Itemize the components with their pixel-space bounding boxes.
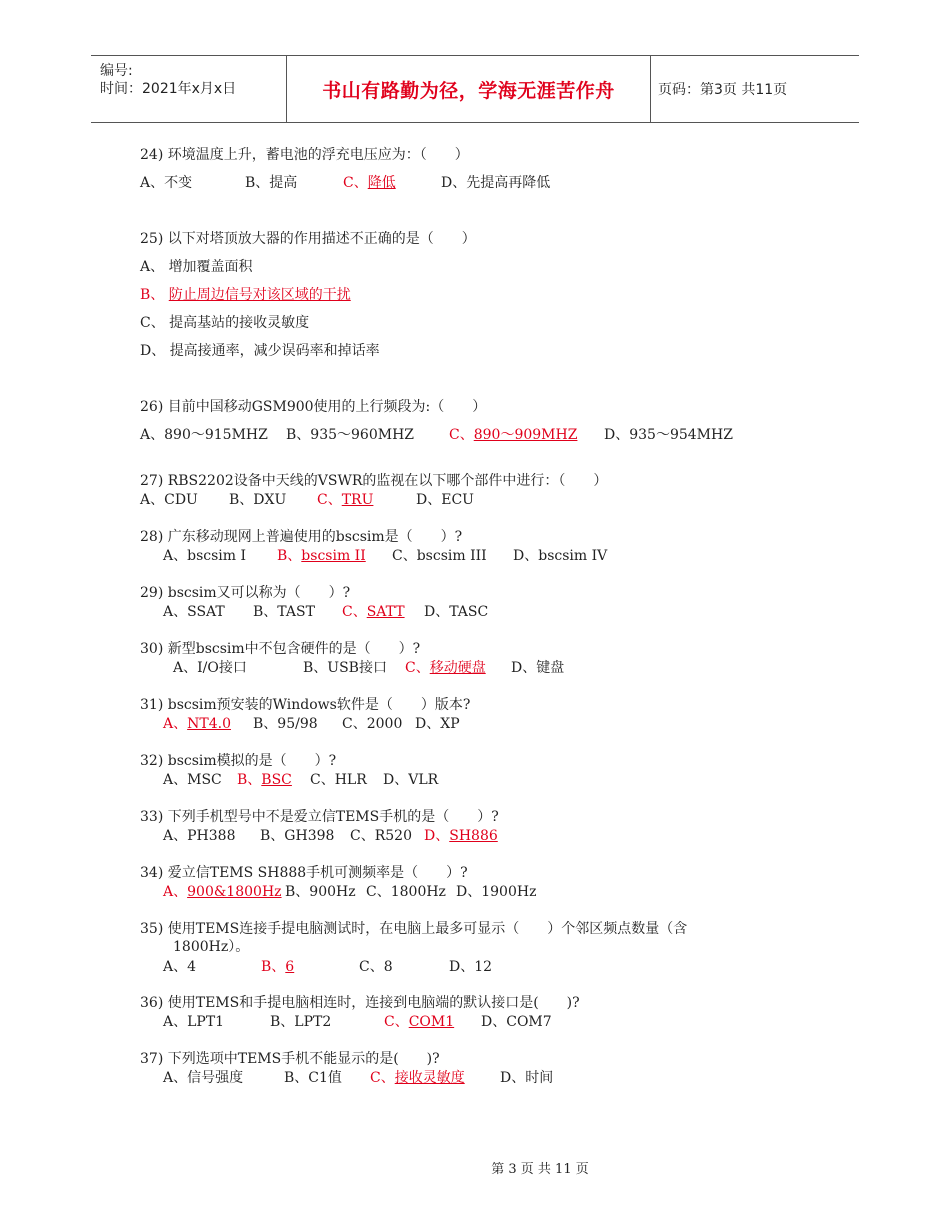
answer-option [229, 489, 286, 509]
option-letter: B、 [286, 427, 311, 443]
option-text: 890～915MHZ [164, 427, 268, 443]
option-letter: D、 [416, 492, 442, 508]
option-letter: B、 [229, 492, 254, 508]
option-text: 增加覆盖面积 [168, 259, 253, 275]
option-letter: A、 [140, 259, 169, 275]
option-text: R520 [374, 828, 412, 844]
option-text: 935～954MHZ [629, 427, 733, 443]
option-text: 900&1800Hz [187, 884, 282, 900]
option-letter: C、 [359, 959, 384, 975]
option-letter: D、 [481, 1014, 507, 1030]
option-text: MSC [187, 772, 222, 788]
option-letter: D、 [140, 343, 170, 359]
option-letter: D、 [449, 959, 475, 975]
option-letter: B、 [285, 884, 310, 900]
option-text: DXU [253, 492, 287, 508]
option-text: 890～909MHZ [473, 427, 578, 443]
answer-option-correct [343, 172, 396, 192]
answer-option [253, 601, 315, 621]
answer-option [140, 424, 268, 444]
option-text: 时间 [525, 1070, 554, 1086]
option-letter: A、 [140, 175, 165, 191]
question-text: 25) 以下对塔顶放大器的作用描述不正确的是（ ） [140, 231, 476, 247]
answer-option-correct [163, 713, 231, 733]
option-letter: C、 [317, 492, 342, 508]
answer-option [513, 545, 607, 565]
answer-option [260, 825, 334, 845]
answer-option [163, 956, 196, 976]
option-text: PH388 [187, 828, 236, 844]
option-letter: B、 [277, 548, 302, 564]
option-text: 6 [285, 959, 295, 975]
answer-option-correct [405, 657, 486, 677]
option-text: GH398 [284, 828, 335, 844]
answer-option [511, 657, 564, 677]
answer-option [441, 172, 550, 192]
option-text: bscsim I [187, 548, 247, 564]
option-text: 键盘 [536, 660, 565, 676]
option-text: bscsim II [301, 548, 366, 564]
option-letter: A、 [140, 427, 165, 443]
answer-option [366, 881, 446, 901]
answer-option [424, 601, 488, 621]
option-letter: B、 [140, 287, 169, 303]
option-letter: B、 [245, 175, 270, 191]
answer-option-correct [277, 545, 366, 565]
option-text: 不变 [164, 175, 193, 191]
option-text: COM7 [506, 1014, 552, 1030]
option-letter: C、 [384, 1014, 409, 1030]
header-left-cell [91, 56, 286, 122]
option-text: I/O接口 [197, 660, 247, 676]
option-text: TRU [341, 492, 374, 508]
option-text: COM1 [408, 1014, 455, 1030]
option-text: CDU [164, 492, 198, 508]
answer-option [416, 489, 474, 509]
option-text: LPT2 [294, 1014, 332, 1030]
page-header [91, 55, 859, 123]
answer-option [163, 545, 246, 565]
option-text: bscsim IV [538, 548, 608, 564]
option-letter: C、 [366, 884, 391, 900]
answer-option [245, 172, 297, 192]
option-letter: D、 [604, 427, 630, 443]
option-text: HLR [334, 772, 367, 788]
question-text: 31) bscsim预安装的Windows软件是（ ）版本? [140, 697, 471, 713]
option-letter: D、 [456, 884, 482, 900]
option-text: 信号强度 [187, 1070, 244, 1086]
answer-option [163, 601, 225, 621]
header-motto-cell [286, 56, 651, 122]
answer-option [140, 256, 253, 276]
option-text: SATT [366, 604, 405, 620]
option-letter: C、 [370, 1070, 395, 1086]
option-letter: B、 [237, 772, 262, 788]
option-text: ECU [441, 492, 474, 508]
option-letter: A、 [163, 1014, 188, 1030]
option-letter: C、 [449, 427, 474, 443]
answer-option [303, 657, 387, 677]
answer-option [163, 1067, 243, 1087]
answer-option-correct [424, 825, 498, 845]
doc-time: 时间：2021年x月x日 [100, 81, 237, 97]
answer-option [173, 657, 247, 677]
answer-option [604, 424, 733, 444]
answer-option [415, 713, 460, 733]
option-text: NT4.0 [187, 716, 231, 732]
option-letter: B、 [261, 959, 286, 975]
answer-option [342, 713, 402, 733]
answer-option-correct [449, 424, 577, 444]
answer-option [163, 769, 222, 789]
answer-option-correct [370, 1067, 465, 1087]
question-text: 27) RBS2202设备中天线的VSWR的监视在以下哪个部件中进行：（ ） [140, 473, 608, 489]
answer-option-correct [384, 1011, 454, 1031]
option-letter: D、 [415, 716, 441, 732]
option-letter: D、 [441, 175, 467, 191]
option-text: 移动硬盘 [429, 660, 486, 676]
question-text: 24) 环境温度上升，蓄电池的浮充电压应为：（ ） [140, 147, 469, 163]
option-text: LPT1 [187, 1014, 225, 1030]
option-letter: B、 [303, 660, 328, 676]
option-text: 4 [187, 959, 197, 975]
page-footer: 第 3 页 共 11 页 [491, 1162, 589, 1177]
option-letter: D、 [424, 604, 450, 620]
option-text: TAST [277, 604, 315, 620]
option-letter: A、 [163, 548, 188, 564]
answer-option [253, 713, 318, 733]
option-letter: A、 [163, 959, 188, 975]
option-letter: C、 [405, 660, 430, 676]
option-letter: D、 [511, 660, 537, 676]
option-text: 12 [474, 959, 493, 975]
answer-option [449, 956, 492, 976]
question-text-continued: 1800Hz）。 [173, 939, 250, 955]
answer-option-correct [163, 881, 282, 901]
option-letter: C、 [342, 716, 367, 732]
option-text: SH886 [449, 828, 498, 844]
question-text: 34) 爱立信TEMS SH888手机可测频率是（ ）? [140, 865, 468, 881]
answer-option [270, 1011, 331, 1031]
option-letter: C、 [342, 604, 367, 620]
answer-option [392, 545, 487, 565]
option-letter: D、 [383, 772, 409, 788]
option-letter: C、 [343, 175, 368, 191]
option-letter: B、 [284, 1070, 309, 1086]
option-letter: C、 [310, 772, 335, 788]
question-text: 32) bscsim模拟的是（ ）? [140, 753, 337, 769]
answer-option [140, 312, 309, 332]
answer-option [310, 769, 367, 789]
option-text: TASC [449, 604, 489, 620]
header-motto: 书山有路勤为径，学海无涯苦作舟 [322, 79, 615, 102]
answer-option-correct [237, 769, 292, 789]
option-letter: A、 [163, 604, 188, 620]
option-letter: D、 [424, 828, 450, 844]
option-letter: D、 [513, 548, 539, 564]
answer-option [140, 489, 198, 509]
question-text: 36) 使用TEMS和手提电脑相连时，连接到电脑端的默认接口是( )? [140, 995, 580, 1011]
option-letter: A、 [163, 828, 188, 844]
option-text: 提高 [269, 175, 298, 191]
question-text: 28) 广东移动现网上普遍使用的bscsim是（ ）? [140, 529, 463, 545]
option-text: XP [440, 716, 460, 732]
option-text: USB接口 [327, 660, 387, 676]
answer-option [350, 825, 412, 845]
option-letter: A、 [163, 772, 188, 788]
option-text: bscsim III [416, 548, 487, 564]
option-letter: B、 [253, 604, 278, 620]
question-text: 30) 新型bscsim中不包含硬件的是（ ）? [140, 641, 421, 657]
option-letter: B、 [253, 716, 278, 732]
question-text: 37) 下列选项中TEMS手机不能显示的是( )? [140, 1051, 440, 1067]
option-text: 95/98 [277, 716, 318, 732]
option-text: 接收灵敏度 [394, 1070, 465, 1086]
question-text: 33) 下列手机型号中不是爱立信TEMS手机的是（ ）? [140, 809, 499, 825]
option-text: 900Hz [309, 884, 356, 900]
option-text: 防止周边信号对该区域的干扰 [168, 287, 351, 303]
answer-option [163, 1011, 224, 1031]
answer-option [163, 825, 235, 845]
answer-option [456, 881, 536, 901]
answer-option [481, 1011, 552, 1031]
option-text: 提高接通率，减少误码率和掉话率 [169, 343, 380, 359]
answer-option-correct [342, 601, 405, 621]
header-page-info: 页码：第3页 共11页 [658, 82, 788, 98]
answer-option [285, 881, 356, 901]
answer-option [140, 340, 380, 360]
option-text: SSAT [187, 604, 225, 620]
question-text: 26) 目前中国移动GSM900使用的上行频段为:（ ） [140, 399, 487, 415]
option-letter: A、 [163, 716, 188, 732]
option-letter: A、 [173, 660, 198, 676]
answer-option [500, 1067, 553, 1087]
option-text: 8 [383, 959, 393, 975]
option-text: 2000 [366, 716, 403, 732]
option-letter: D、 [500, 1070, 526, 1086]
option-letter: C、 [392, 548, 417, 564]
option-text: 降低 [367, 175, 396, 191]
option-text: C1值 [308, 1070, 342, 1086]
question-text: 29) bscsim又可以称为（ ）? [140, 585, 351, 601]
option-text: 935～960MHZ [310, 427, 415, 443]
option-text: 1800Hz [390, 884, 446, 900]
option-text: VLR [408, 772, 439, 788]
question-text: 35) 使用TEMS连接手提电脑测试时，在电脑上最多可显示（ ）个邻区频点数量（含 [140, 921, 688, 937]
option-letter: A、 [140, 492, 165, 508]
answer-option-correct [317, 489, 373, 509]
option-letter: B、 [270, 1014, 295, 1030]
option-text: 提高基站的接收灵敏度 [169, 315, 310, 331]
answer-option [359, 956, 393, 976]
option-letter: C、 [350, 828, 375, 844]
answer-option [140, 172, 192, 192]
option-letter: A、 [163, 1070, 188, 1086]
answer-option [286, 424, 414, 444]
answer-option [284, 1067, 342, 1087]
option-text: 先提高再降低 [466, 175, 551, 191]
option-text: 1900Hz [481, 884, 537, 900]
option-text: BSC [261, 772, 292, 788]
answer-option-correct [140, 284, 351, 304]
answer-option [383, 769, 438, 789]
option-letter: C、 [140, 315, 170, 331]
answer-option-correct [261, 956, 294, 976]
header-page-cell [650, 56, 859, 122]
doc-number-label: 编号: [100, 63, 133, 79]
option-letter: B、 [260, 828, 285, 844]
option-letter: A、 [163, 884, 188, 900]
